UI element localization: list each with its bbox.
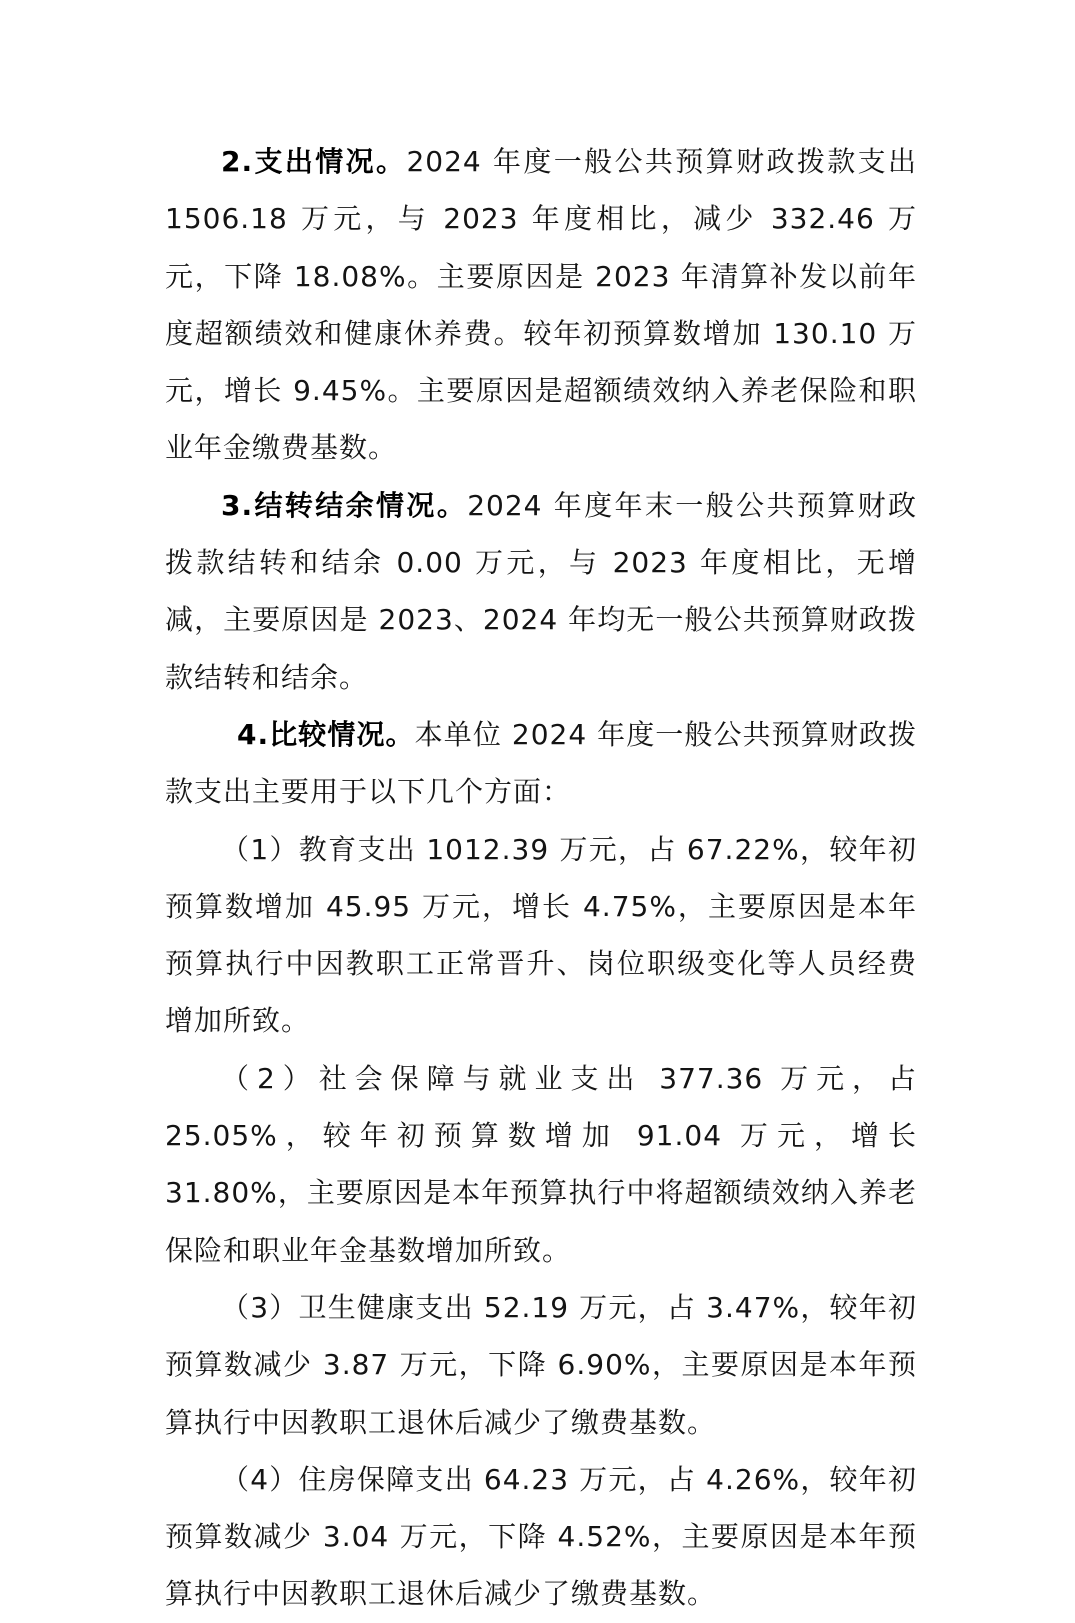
paragraph-expenditure [165,133,917,477]
paragraph-text: （1）教育支出 1012.39 万元，占 67.22%，较年初预算数增加 45.95 万元，增长 4.75%，主要原因是本年预算执行中因教职工正常晋升、岗位职级变化等人员经费增加所致。 [165,832,917,1038]
paragraph-item-health [165,1279,917,1451]
paragraph-item-social-security [165,1050,917,1279]
paragraph-item-education [165,821,917,1050]
paragraph-comparison [165,706,917,821]
paragraph-heading: 3.结转结余情况。 [221,488,468,522]
document-body [165,133,917,1623]
paragraph-heading: 2.支出情况。 [221,145,407,178]
paragraph-carryover [165,477,917,706]
paragraph-heading: 4.比较情况。 [237,717,415,751]
paragraph-text: （3）卫生健康支出 52.19 万元，占 3.47%，较年初预算数减少 3.87 万元，下降 6.90%，主要原因是本年预算执行中因教职工退休后减少了缴费基数。 [165,1290,917,1439]
paragraph-text: 2024 年度一般公共预算财政拨款支出 1506.18 万元，与 2023 年度相比，减少 332.46 万元，下降 18.08%。主要原因是 2023 年清算补发以前年度超额绩效和健康休养费。较年初预算数增加 130.10 万元，增长 9.45%。主要原因是超额绩效纳入养老保险和职业年金缴费基数。 [165,145,917,465]
paragraph-text: 本单位 2024 年度一般公共预算财政拨款支出主要用于以下几个方面： [165,717,917,809]
paragraph-text: （4）住房保障支出 64.23 万元，占 4.26%，较年初预算数减少 3.04 万元，下降 4.52%，主要原因是本年预算执行中因教职工退休后减少了缴费基数。 [165,1462,917,1611]
paragraph-item-housing [165,1451,917,1623]
paragraph-text: 2024 年度年末一般公共预算财政拨款结转和结余 0.00 万元，与 2023 年度相比，无增减，主要原因是 2023、2024 年均无一般公共预算财政拨款结转和结余。 [165,488,917,694]
paragraph-text: （2）社会保障与就业支出 377.36 万元，占 25.05%，较年初预算数增加 91.04 万元，增长 31.80%，主要原因是本年预算执行中将超额绩效纳入养老保险和职业年金基数增加所致。 [165,1061,917,1267]
